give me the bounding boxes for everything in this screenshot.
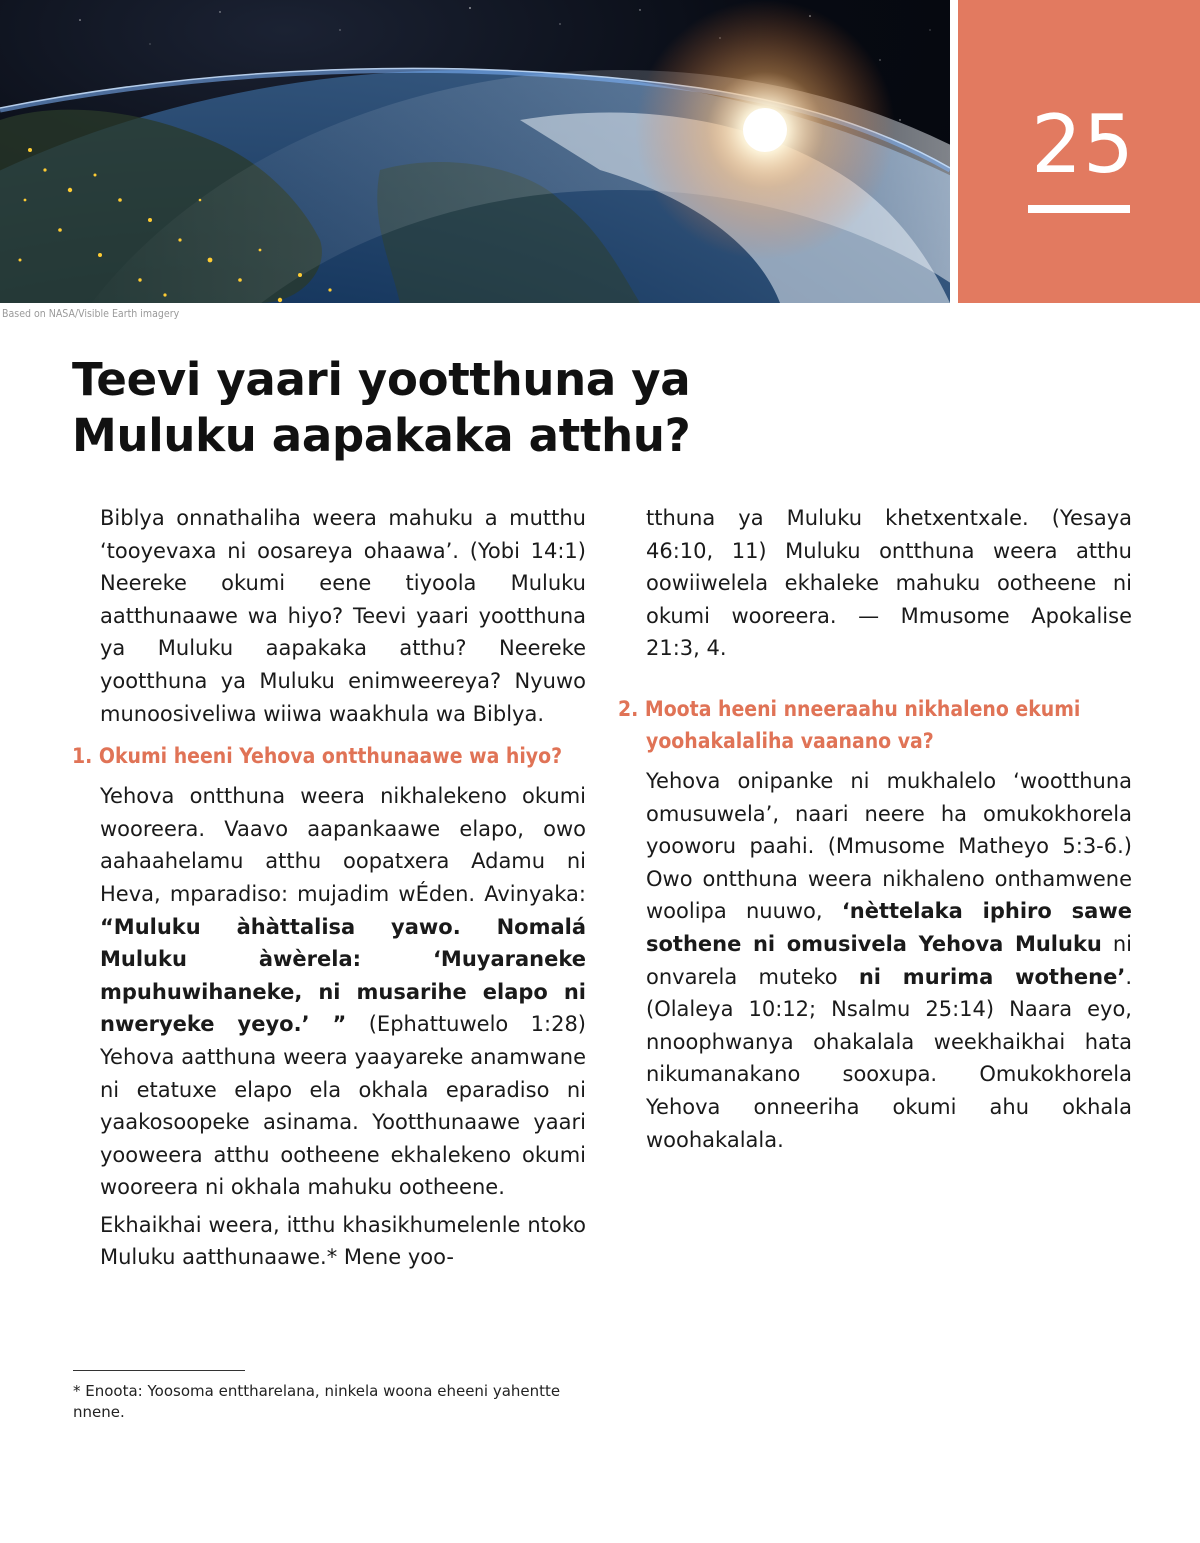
chapter-number: 25 <box>1031 98 1135 191</box>
lesson-title: Teevi yaari yootthuna ya Muluku aapakaka atthu? <box>72 353 691 462</box>
question-1-paragraph-2-continued: tthuna ya Muluku khetxentxale. (Yesaya 46:10, 11) Muluku ontthuna weera atthu oowiiwelela ekhaleke mahuku ootheene ni okumi wooreera. — Mmusome Apokalise 21:3, 4. <box>646 506 1132 661</box>
question-1-paragraph-1: Yehova ontthuna weera nikhalekeno okumi wooreera. Vaavo aapankaawe elapo, owo aahaahelamu atthu oopatxera Adamu ni Heva, mparadiso: mujadim wÉden. Avinyaka: “Muluku àhàttalisa yawo. Nomalá Muluku àwèrela: ‘Muyaraneke mpuhuwihaneke, ni musarihe elapo ni nweryeke yeyo.’ ” (Ephattuwelo 1:28) Yehova aatthuna weera yaayareke anamwane ni etatuxe elapo ela okhala eparadiso ni yaakosoopeke asinama. Yootthunaawe yaari yooweera atthu ootheene ekhalekeno okumi wooreera ni okhala mahuku ootheene. <box>100 784 586 1200</box>
scripture-quote: “Muluku àhàttalisa yawo. Nomalá Muluku àwèrela: ‘Muyaraneke mpuhuwihaneke, ni musarihe elapo ni nweryeke yeyo.’ ” <box>100 914 586 1037</box>
scripture-quote-1: ‘nèttelaka iphiro sawe sothene ni omusivela Yehova Muluku <box>646 899 1132 956</box>
question-2-heading: 2. Moota heeni nneeraahu nikhaleno ekumi yoohakalaliha vaanano va? <box>618 696 1081 753</box>
chapter-number-underline <box>1028 205 1130 213</box>
intro-paragraph: Biblya onnathaliha weera mahuku a mutthu ‘tooyevaxa ni oosareya ohaawa’. (Yobi 14:1) Neereke okumi eene tiyoola Muluku aatthunaawe wa hiyo? Teevi yaari yootthuna ya Muluku aapakaka atthu? Neereke yootthuna ya Muluku enimweereya? Nyuwo munoosiveliwa wiiwa waakhula wa Biblya. <box>100 506 586 726</box>
image-credit: Based on NASA/Visible Earth imagery <box>2 308 180 320</box>
question-1-heading: 1. Okumi heeni Yehova ontthunaawe wa hiyo? <box>72 744 563 769</box>
scripture-quote-2: ni murima wothene’ <box>858 964 1126 989</box>
earth-from-space-image <box>0 0 950 303</box>
question-2-paragraph: Yehova onipanke ni mukhalelo ‘wootthuna omusuwela’, naari neere ha omukokhorela yooworu paahi. (Mmusome Matheyo 5:3-6.) Owo ontthuna weera nikhaleno onthamwene woolipa nuuwo, ‘nèttelaka iphiro sawe sothene ni omusivela Yehova Muluku ni onvarela muteko ni murima wothene’. (Olaleya 10:12; Nsalmu 25:14) Naara eyo, nnoophwanya ohakalala weekhaikhai hata nikumanakano sooxupa. Omukokhorela Yehova onneeriha okumi ahu okhala woohakalala. <box>646 768 1132 1152</box>
footnote-divider <box>73 1370 245 1371</box>
left-column <box>72 502 586 1274</box>
chapter-number-box <box>958 0 1200 303</box>
footnote: * Enoota: Yoosoma enttharelana, ninkela woona eheeni yahentte nnene. <box>73 1382 561 1421</box>
right-column <box>618 502 1132 1161</box>
question-1-paragraph-2: Ekhaikhai weera, itthu khasikhumelenle ntoko Muluku aatthunaawe.* Mene yoo- <box>100 1212 586 1270</box>
